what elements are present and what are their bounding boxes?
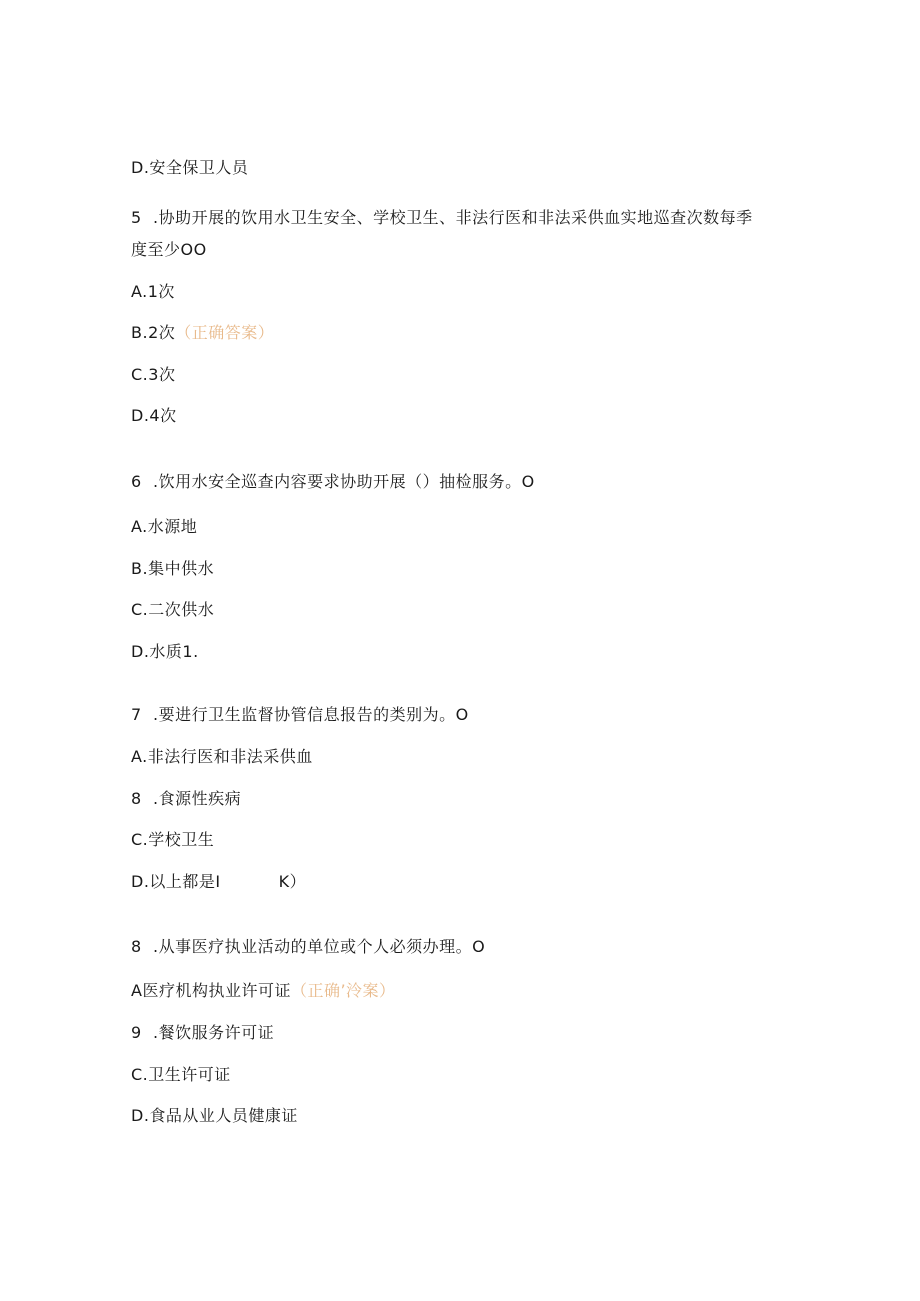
option-a-q8 — [131, 981, 396, 1001]
option-text: D.4次 — [131, 406, 177, 425]
option-text: A.非法行医和非法采供血 — [131, 747, 313, 766]
option-d-q4 — [131, 158, 248, 178]
question-text: 度至少OO — [131, 240, 207, 259]
option-b-q7 — [131, 789, 241, 809]
option-text: D.安全保卫人员 — [131, 158, 249, 177]
option-b-q8 — [131, 1023, 274, 1043]
option-text: A医疗机构执业许可证 — [131, 981, 291, 1000]
option-text: C.3次 — [131, 365, 176, 384]
option-d-q6 — [131, 642, 199, 662]
option-text-tail: K） — [278, 872, 307, 891]
option-text: D.食品从业人员健康证 — [131, 1106, 298, 1125]
correct-answer-mark: （正确答案） — [175, 323, 275, 342]
option-c-q5 — [131, 365, 175, 385]
question-8 — [131, 937, 485, 957]
option-text: C.卫生许可证 — [131, 1065, 231, 1084]
question-text: .协助开展的饮用水卫生安全、学校卫生、非法行医和非法采供血实地巡查次数每季 — [153, 208, 753, 227]
option-a-q5 — [131, 282, 175, 302]
option-d-q5 — [131, 406, 177, 426]
correct-answer-mark: （正确’泠案） — [290, 981, 396, 1000]
option-text: B.集中供水 — [131, 559, 215, 578]
question-number: 8 — [131, 937, 142, 956]
option-a-q6 — [131, 517, 197, 537]
option-c-q7 — [131, 830, 214, 850]
question-text: .要进行卫生监督协管信息报告的类别为。O — [153, 705, 469, 724]
option-d-q8 — [131, 1106, 298, 1126]
option-text: D.水质1. — [131, 642, 199, 661]
option-number: 8 — [131, 789, 142, 808]
question-5 — [131, 208, 753, 228]
option-a-q7 — [131, 747, 313, 767]
option-text: D.以上都是I — [131, 872, 221, 891]
option-c-q8 — [131, 1065, 231, 1085]
option-text: .食源性疾病 — [153, 789, 242, 808]
question-7 — [131, 705, 469, 725]
question-5-continuation — [131, 240, 207, 260]
question-number: 6 — [131, 472, 142, 491]
option-text: A.1次 — [131, 282, 175, 301]
option-b-q5 — [131, 323, 274, 343]
option-b-q6 — [131, 559, 214, 579]
option-d-q7 — [131, 872, 306, 892]
option-c-q6 — [131, 600, 214, 620]
option-text: B.2次 — [131, 323, 176, 342]
option-number: 9 — [131, 1023, 142, 1042]
question-text: .饮用水安全巡查内容要求协助开展（）抽检服务。O — [153, 472, 535, 491]
question-number: 5 — [131, 208, 142, 227]
option-text: C.学校卫生 — [131, 830, 215, 849]
question-text: .从事医疗执业活动的单位或个人必须办理。O — [153, 937, 486, 956]
option-text: C.二次供水 — [131, 600, 215, 619]
question-6 — [131, 472, 535, 492]
option-text: A.水源地 — [131, 517, 198, 536]
question-number: 7 — [131, 705, 142, 724]
option-text: .餐饮服务许可证 — [153, 1023, 275, 1042]
